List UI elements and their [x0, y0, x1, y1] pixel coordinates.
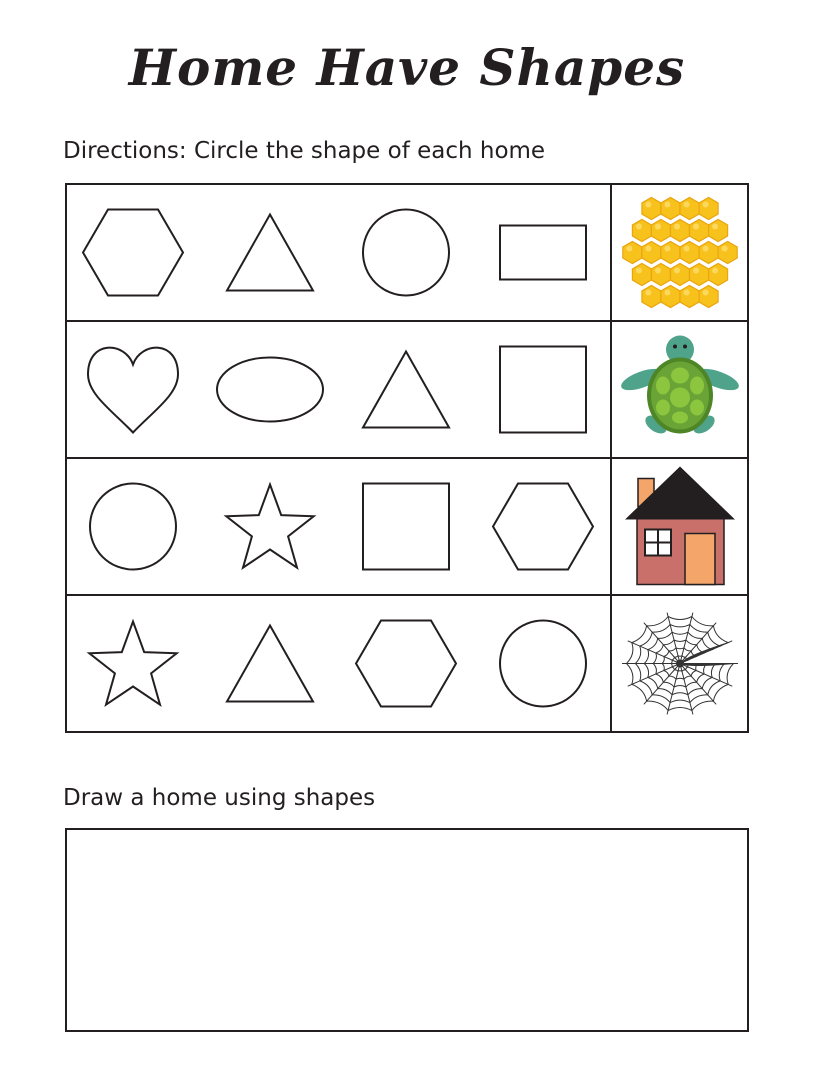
shape-row-4 [89, 621, 586, 707]
shape-row-1 [83, 210, 586, 296]
page-title: Home Have Shapes [128, 38, 686, 97]
shape-row-3 [90, 484, 593, 570]
hexagon-shape[interactable] [356, 621, 456, 707]
home-cell-1 [623, 198, 737, 308]
home-cells [619, 198, 742, 715]
rectangle-shape[interactable] [500, 226, 586, 280]
drawing-area[interactable] [65, 828, 749, 1032]
circle-shape[interactable] [500, 621, 586, 707]
square-shape[interactable] [363, 484, 449, 570]
home-cell-3 [625, 467, 735, 585]
hexagon-shape[interactable] [493, 484, 593, 570]
turtle-picture [619, 336, 742, 438]
honeycomb-picture [623, 198, 737, 308]
circle-shape[interactable] [90, 484, 176, 570]
directions-text: Directions: Circle the shape of each home [63, 138, 546, 164]
house-picture [625, 467, 735, 585]
circle-shape[interactable] [363, 210, 449, 296]
shape-row-2 [88, 347, 586, 433]
star-shape[interactable] [226, 485, 313, 568]
oval-shape[interactable] [217, 358, 323, 422]
spider-web-picture [622, 613, 738, 715]
home-cell-4 [622, 613, 738, 715]
heart-shape[interactable] [88, 348, 178, 433]
square-shape[interactable] [500, 347, 586, 433]
hexagon-shape[interactable] [83, 210, 183, 296]
star-shape[interactable] [89, 622, 176, 705]
triangle-shape[interactable] [363, 352, 449, 428]
triangle-shape[interactable] [227, 626, 313, 702]
draw-instruction: Draw a home using shapes [63, 785, 376, 811]
triangle-shape[interactable] [227, 215, 313, 291]
home-cell-2 [619, 336, 742, 438]
